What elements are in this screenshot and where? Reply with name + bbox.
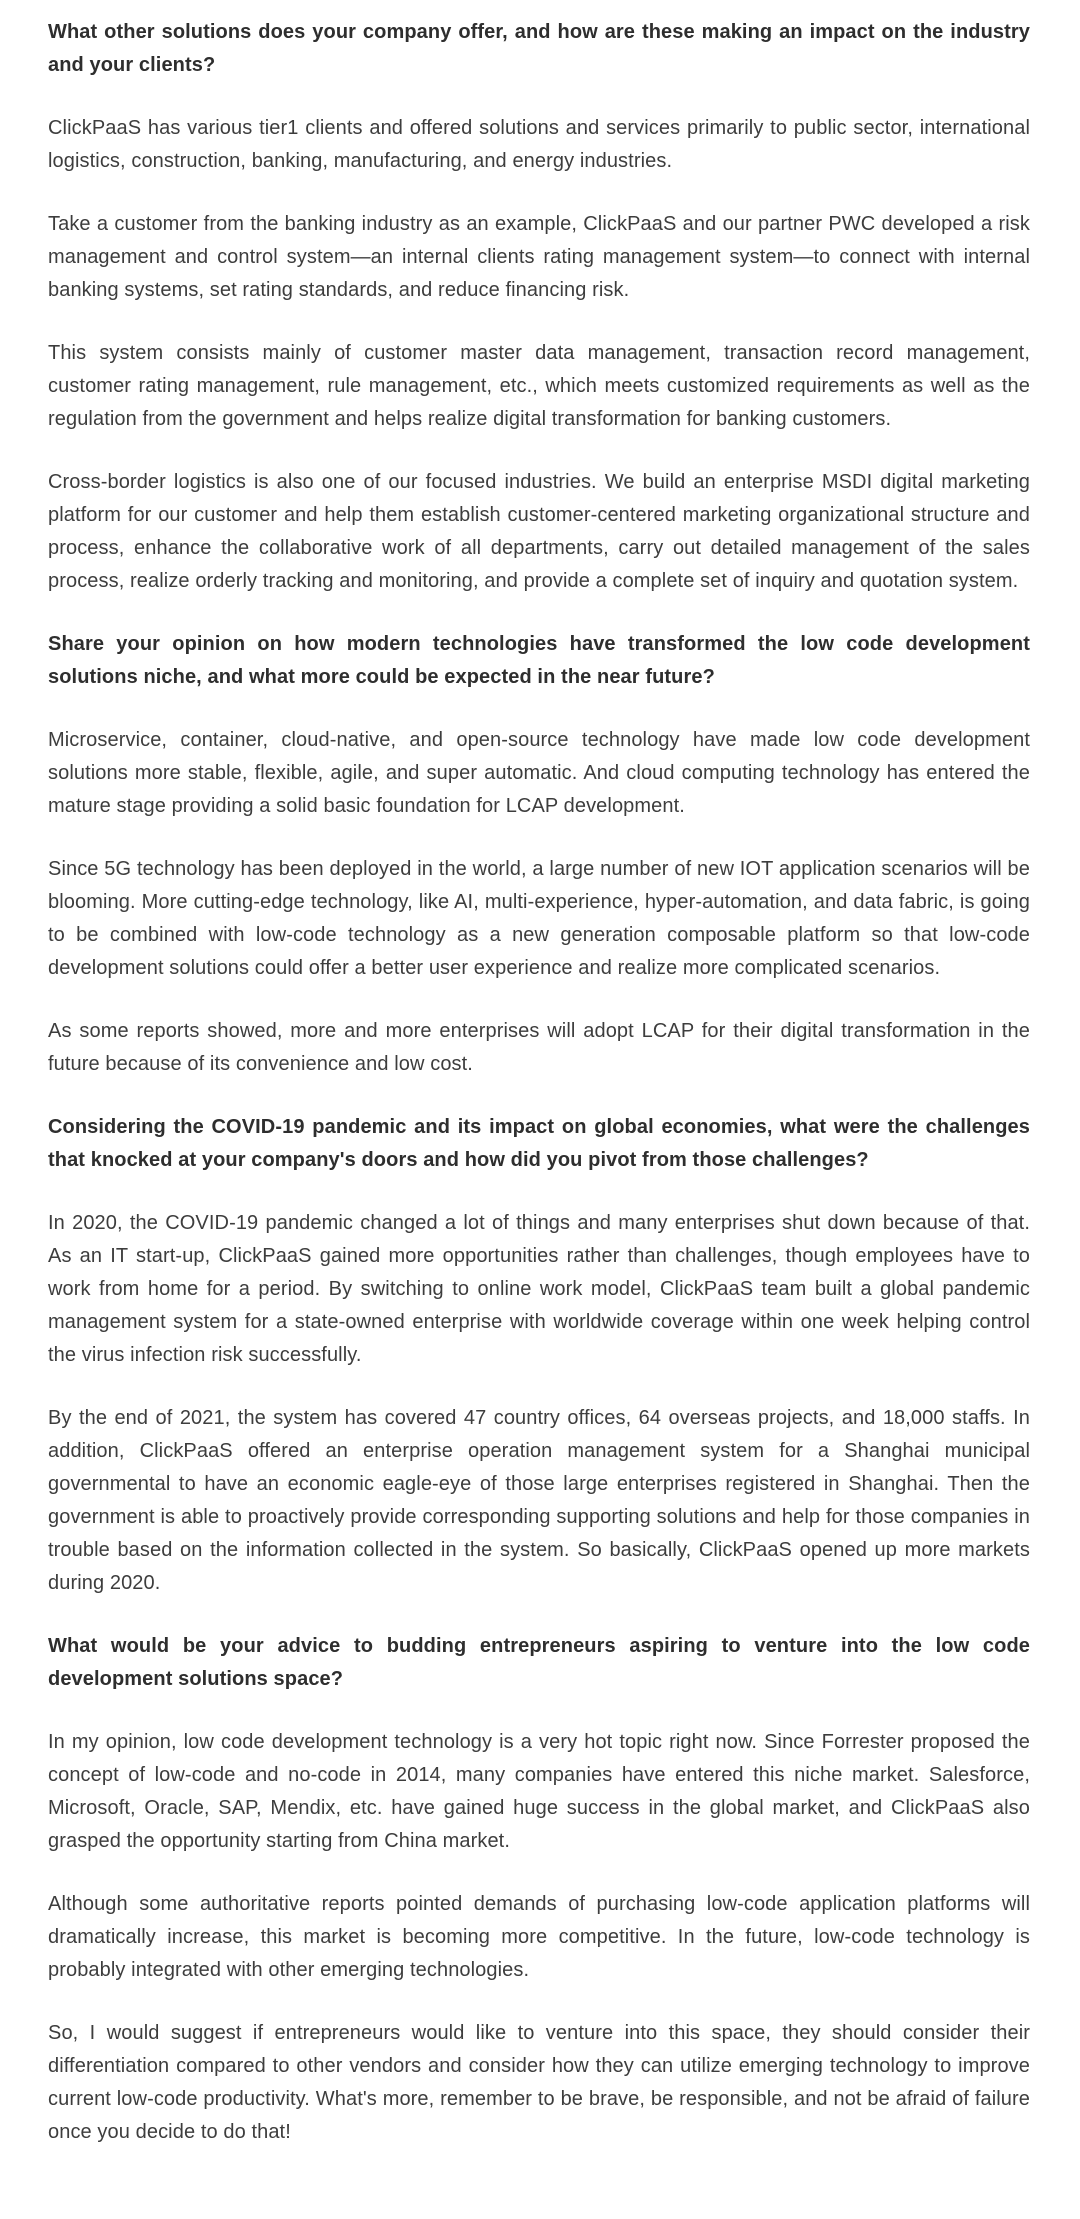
interview-answer: Although some authoritative reports pointed demands of purchasing low-code application platforms will dramatically increase, this market is becoming more competitive. In the future, low-code technology is probably integrated with other emerging technologies. [48, 1893, 1030, 1981]
interview-question: Share your opinion on how modern technologies have transformed the low code development solutions niche, and what more could be expected in the near future? [48, 633, 1030, 688]
interview-answer: As some reports showed, more and more enterprises will adopt LCAP for their digital transformation in the future because of its convenience and low cost. [48, 1020, 1030, 1075]
interview-article [48, 16, 1030, 2149]
interview-question: What would be your advice to budding entrepreneurs aspiring to venture into the low code development solutions space? [48, 1635, 1030, 1690]
interview-question: What other solutions does your company offer, and how are these making an impact on the industry and your clients? [48, 21, 1030, 76]
interview-answer: Microservice, container, cloud-native, and open-source technology have made low code development solutions more stable, flexible, agile, and super automatic. And cloud computing technology has entered the mature stage providing a solid basic foundation for LCAP development. [48, 729, 1030, 817]
interview-answer: ClickPaaS has various tier1 clients and offered solutions and services primarily to public sector, international logistics, construction, banking, manufacturing, and energy industries. [48, 117, 1030, 172]
interview-answer: In my opinion, low code development technology is a very hot topic right now. Since Forrester proposed the concept of low-code and no-code in 2014, many companies have entered this niche market. Salesforce, Microsoft, Oracle, SAP, Mendix, etc. have gained huge success in the global market, and ClickPaaS also grasped the opportunity starting from China market. [48, 1731, 1030, 1852]
interview-answer: By the end of 2021, the system has covered 47 country offices, 64 overseas projects, and 18,000 staffs. In addition, ClickPaaS offered an enterprise operation management system for a Shanghai municipal governmental to have an economic eagle-eye of those large enterprises registered in Shanghai. Then the government is able to proactively provide corresponding supporting solutions and help for those companies in trouble based on the information collected in the system. So basically, ClickPaaS opened up more markets during 2020. [48, 1407, 1030, 1594]
interview-answer: Cross-border logistics is also one of our focused industries. We build an enterprise MSDI digital marketing platform for our customer and help them establish customer-centered marketing organizational structure and process, enhance the collaborative work of all departments, carry out detailed management of the sales process, realize orderly tracking and monitoring, and provide a complete set of inquiry and quotation system. [48, 471, 1030, 592]
interview-answer: Take a customer from the banking industry as an example, ClickPaaS and our partner PWC developed a risk management and control system—an internal clients rating management system—to connect with internal banking systems, set rating standards, and reduce financing risk. [48, 213, 1030, 301]
interview-answer: So, I would suggest if entrepreneurs would like to venture into this space, they should consider their differentiation compared to other vendors and consider how they can utilize emerging technology to improve current low-code productivity. What's more, remember to be brave, be responsible, and not be afraid of failure once you decide to do that! [48, 2022, 1030, 2143]
interview-answer: In 2020, the COVID-19 pandemic changed a lot of things and many enterprises shut down because of that. As an IT start-up, ClickPaaS gained more opportunities rather than challenges, though employees have to work from home for a period. By switching to online work model, ClickPaaS team built a global pandemic management system for a state-owned enterprise with worldwide coverage within one week helping control the virus infection risk successfully. [48, 1212, 1030, 1366]
interview-answer: This system consists mainly of customer master data management, transaction record management, customer rating management, rule management, etc., which meets customized requirements as well as the regulation from the government and helps realize digital transformation for banking customers. [48, 342, 1030, 430]
interview-question: Considering the COVID-19 pandemic and its impact on global economies, what were the challenges that knocked at your company's doors and how did you pivot from those challenges? [48, 1116, 1030, 1171]
interview-answer: Since 5G technology has been deployed in the world, a large number of new IOT application scenarios will be blooming. More cutting-edge technology, like AI, multi-experience, hyper-automation, and data fabric, is going to be combined with low-code technology as a new generation composable platform so that low-code development solutions could offer a better user experience and realize more complicated scenarios. [48, 858, 1030, 979]
